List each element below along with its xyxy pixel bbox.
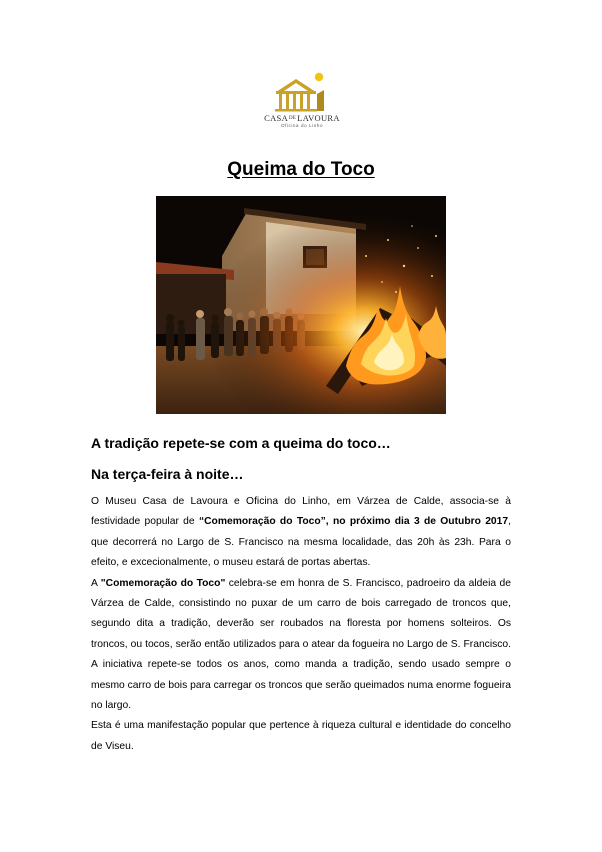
event-date-highlight: “Comemoração do Toco”, no próximo dia 3 de Outubro 2017	[198, 516, 509, 528]
paragraph-announcement	[91, 492, 511, 574]
logo-subtitle: Oficina do Linho	[280, 123, 324, 128]
logo-name-casa: CASA	[264, 113, 289, 123]
paragraph-text: , que decorrerá no Largo de S. Francisco na mesma localidade, das 20h às 23h. Para o efeito, e excecionalmente, o museu estará de portas abertas.	[91, 516, 511, 569]
paragraph-text: A	[91, 577, 101, 589]
house-sun-icon	[262, 70, 342, 114]
paragraph-text: O Museu Casa de Lavoura e Oficina do Linho, em Várzea de Calde, associa-se à festividade popular de	[91, 496, 511, 528]
casa-de-lavoura-logo	[262, 70, 342, 134]
logo-name	[262, 113, 342, 123]
paragraph-heritage	[91, 716, 511, 757]
lead-heading: A tradição repete-se com a queima do toco…	[91, 435, 391, 451]
logo-name-lavoura: LAVOURA	[297, 113, 340, 123]
article-body	[91, 492, 511, 757]
sun-icon	[315, 73, 323, 81]
paragraph-text: Esta é uma manifestação popular que pertence à riqueza cultural e identidade do concelho de Viseu.	[91, 720, 511, 752]
event-name-highlight: "Comemoração do Toco"	[100, 577, 226, 589]
paragraph-text: celebra-se em honra de S. Francisco, padroeiro da aldeia de Várzea de Calde, consistindo no puxar de um carro de bois carregado de troncos que, segundo dita a tradição, deverão ser roubados na floresta por homens solteiros. Os troncos, ou tocos, serão então utilizados para o atear da fogueira no Largo de S. Francisco. A iniciativa repete-se todos os anos, como manda a tradição, sendo usado sempre o mesmo carro de bois para carregar os troncos que serão queimados numa enorme fogueira no largo.	[91, 577, 511, 712]
bonfire-photo	[156, 196, 446, 414]
page-title: Queima do Toco	[227, 159, 375, 180]
sub-heading: Na terça-feira à noite…	[91, 466, 244, 482]
logo-name-de: DE	[289, 116, 297, 121]
paragraph-tradition	[91, 574, 511, 717]
